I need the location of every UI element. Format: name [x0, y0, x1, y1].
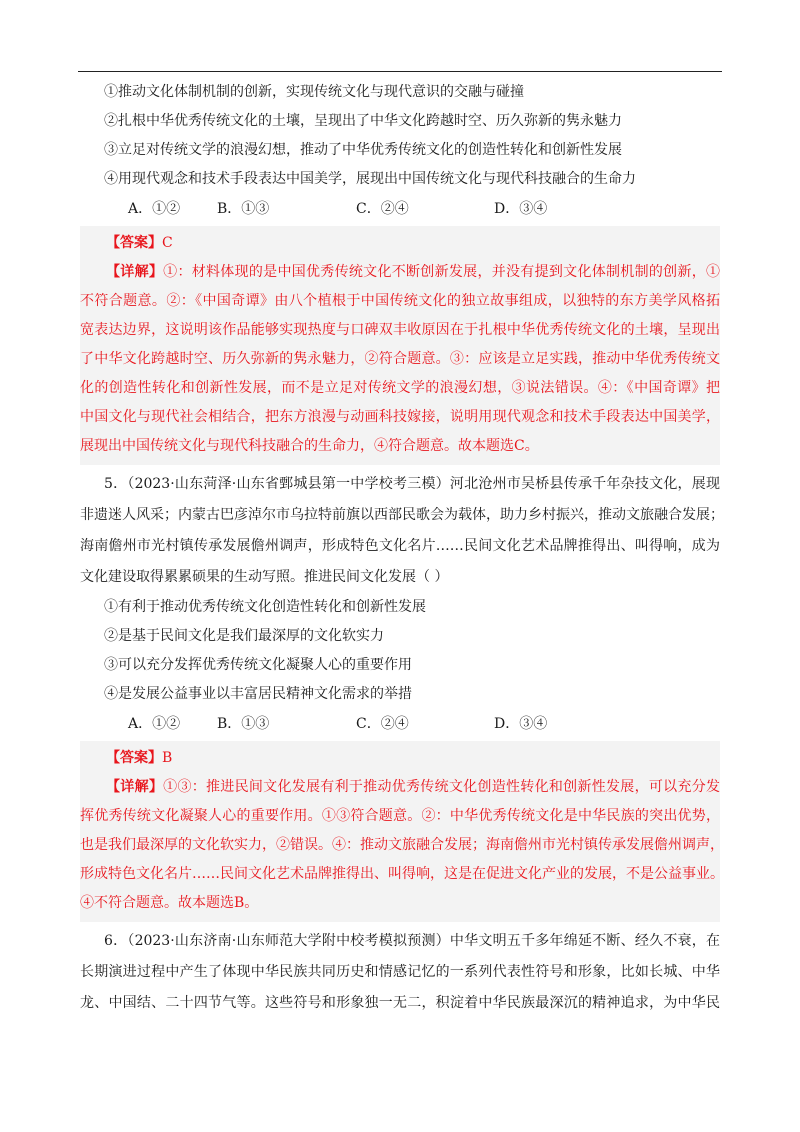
q4-choice-d: D．③④: [494, 201, 548, 217]
q5-block: [80, 469, 724, 922]
q4-analysis-text-1: ①：材料体现的是中国优秀传统文化不断创新发展，并没有提到文化体制机制的创新，①: [163, 264, 721, 280]
q5-analysis-text-1: ①③：推进民间文化发展有利于推动优秀传统文化创造性转化和创新性发展，可以充分发: [163, 779, 721, 795]
q4-answer-label: 【答案】: [106, 235, 162, 251]
q5-choice-b: B．①③: [217, 716, 270, 732]
q5-choice-c: C．②④: [356, 716, 409, 732]
q4-choice-a: A．①②: [128, 201, 181, 217]
q4-choice-b: B．①③: [217, 201, 270, 217]
q5-stem-line-4: 文化建设取得累累硕果的生动写照。推进民间文化发展（ ）: [80, 569, 449, 585]
q5-analysis-label: 【详解】: [106, 779, 164, 795]
q5-answer-value: B: [162, 750, 173, 766]
q5-analysis-line-2: 挥优秀传统文化凝聚人心的重要作用。①③符合题意。②：中华优秀传统文化是中华民族的突出优势，: [80, 808, 720, 824]
q5-option-1: ①有利于推动优秀传统文化创造性转化和创新性发展: [104, 599, 426, 615]
q4-option-4: ④用现代观念和技术手段表达中国美学，展现出中国传统文化与现代科技融合的生命力: [104, 171, 636, 187]
q4-analysis-line-4: 了中华文化跨越时空、历久弥新的隽永魅力，②符合题意。③：应该是立足实践，推动中华优秀传统文: [80, 351, 720, 367]
q5-choice-d: D．③④: [494, 716, 548, 732]
q5-answer: [80, 743, 720, 773]
q4-analysis-line-1: [80, 258, 720, 287]
q6-stem-line-3: 龙、中国结、二十四节气等。这些符号和形象独一无二，积淀着中华民族最深沉的精神追求，为中华民: [80, 995, 720, 1011]
q5-analysis-line-5: ④不符合题意。故本题选B。: [80, 895, 259, 911]
q4-analysis-line-5: 化的创造性转化和创新性发展，而不是立足对传统文学的浪漫幻想，③说法错误。④：《中国奇谭》把: [80, 380, 720, 396]
q4-option-3: ③立足对传统文学的浪漫幻想，推动了中华优秀传统文化的创造性转化和创新性发展: [104, 142, 622, 158]
q4-block: [80, 78, 720, 465]
q4-analysis-label: 【详解】: [106, 264, 164, 280]
q4-answer: [80, 228, 720, 258]
q4-choice-c: C．②④: [356, 201, 409, 217]
q4-analysis-line-3: 宽表达边界，这说明该作品能够实现热度与口碑双丰收原因在于扎根中华优秀传统文化的土壤，呈现出: [80, 322, 720, 338]
q6-stem-line-2: 长期演进过程中产生了体现中华民族共同历史和情感记忆的一系列代表性符号和形象，比如长城、中华: [80, 964, 720, 980]
q4-option-1: ①推动文化体制机制的创新，实现传统文化与现代意识的交融与碰撞: [104, 84, 524, 100]
q4-analysis-line-7: 展现出中国传统文化与现代科技融合的生命力，④符合题意。故本题选C。: [80, 438, 539, 454]
q5-analysis-line-4: 形成特色文化名片……民间文化艺术品牌推得出、叫得响，这是在促进文化产业的发展，不是公益事业。: [80, 866, 724, 882]
q5-choices: [80, 709, 720, 739]
q5-stem-line-1: 5．（2023·山东菏泽·山东省鄄城县第一中学校考三模）河北沧州市吴桥县传承千年杂技文化，展现: [104, 476, 720, 492]
q4-analysis-line-6: 中国文化与现代社会相结合，把东方浪漫与动画科技嫁接，说明用现代观念和技术手段表达中国美学，: [80, 409, 720, 425]
q5-option-4: ④是发展公益事业以丰富居民精神文化需求的举措: [104, 686, 412, 702]
q5-analysis-line-1: [80, 773, 720, 802]
q4-answer-value: C: [162, 235, 173, 251]
q5-answer-label: 【答案】: [106, 750, 162, 766]
q5-stem-line-2: 非遗迷人风采；内蒙古巴彦淖尔市乌拉特前旗以西部民歌会为载体，助力乡村振兴，推动文旅融合发展；: [80, 507, 724, 523]
q4-answer-box: [80, 226, 720, 465]
q4-choices: [80, 194, 720, 224]
q4-option-2: ②扎根中华优秀传统文化的土壤，呈现出了中华文化跨越时空、历久弥新的隽永魅力: [104, 113, 622, 129]
header-rule: [78, 71, 722, 72]
q5-analysis-line-3: 也是我们最深厚的文化软实力，②错误。④：推动文旅融合发展；海南儋州市光村镇传承发展儋州调声，: [80, 837, 724, 853]
q6-stem-line-1: 6．（2023·山东济南·山东师范大学附中校考模拟预测）中华文明五千多年绵延不断、经久不衰，在: [104, 933, 720, 949]
q5-choice-a: A．①②: [128, 716, 181, 732]
q5-option-3: ③可以充分发挥优秀传统文化凝聚人心的重要作用: [104, 657, 412, 673]
q6-block: [80, 926, 720, 1019]
page-content: [80, 78, 724, 1019]
q5-answer-box: [80, 741, 724, 922]
q4-analysis-line-2: 不符合题意。②：《中国奇谭》由八个植根于中国传统文化的独立故事组成，以独特的东方美学风格拓: [80, 293, 720, 309]
q5-stem-line-3: 海南儋州市光村镇传承发展儋州调声，形成特色文化名片……民间文化艺术品牌推得出、叫得响，成为: [80, 538, 720, 554]
q5-option-2: ②是基于民间文化是我们最深厚的文化软实力: [104, 628, 384, 644]
